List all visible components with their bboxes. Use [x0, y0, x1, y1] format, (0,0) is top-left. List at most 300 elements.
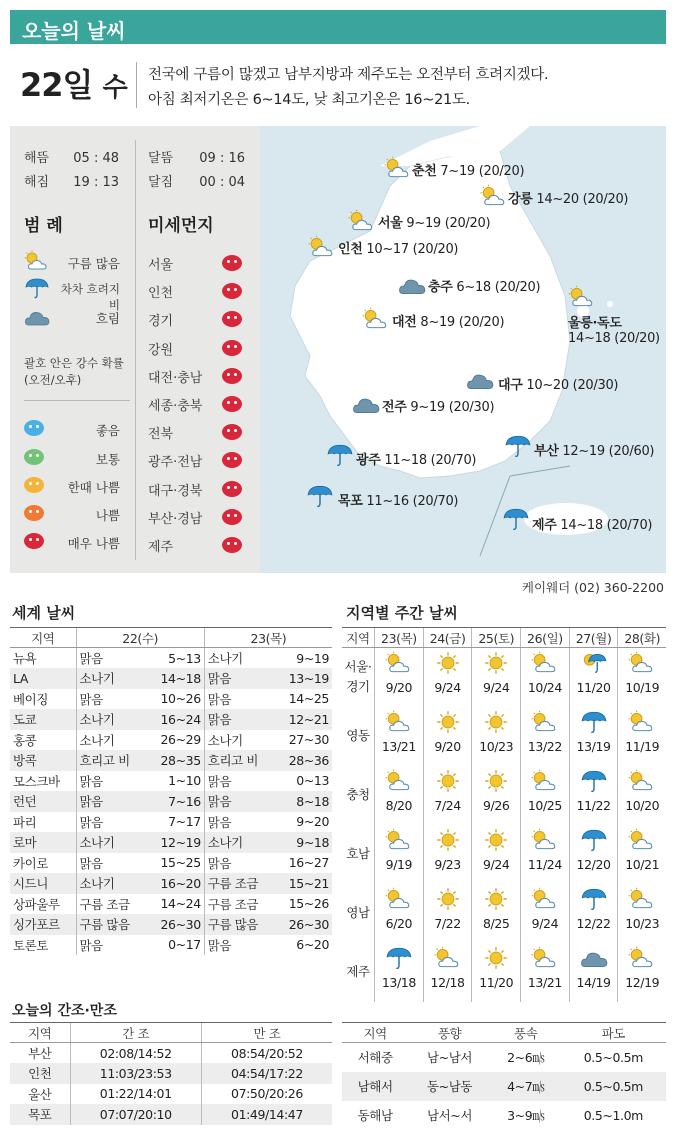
table-cell: 맑음 [204, 853, 274, 874]
table-cell: 28~35 [146, 750, 204, 771]
city-forecast: 14~18 (20/70) [560, 518, 653, 533]
temp-range: 13/21 [527, 974, 562, 990]
umbrella-icon [580, 769, 608, 793]
city-weather-icon [348, 209, 376, 237]
umbrella-icon [502, 507, 530, 531]
temp-range: 9/24 [531, 915, 559, 931]
dust-region-label: 강원 [148, 342, 174, 358]
table-row [342, 766, 666, 825]
forecast-cell [521, 648, 570, 707]
column-header: 만 조 [201, 1023, 332, 1043]
table-row [10, 689, 332, 710]
summary-line: 전국에 구름이 많겠고 남부지방과 제주도는 오전부터 흐려지겠다. [148, 67, 549, 83]
table-cell: 08:54/20:52 [201, 1043, 332, 1064]
table-cell: 방콕 [10, 750, 76, 771]
sun-icon [482, 946, 510, 970]
table-cell: 인천 [10, 1063, 70, 1084]
table-cell: 구름 조금 [76, 894, 146, 915]
table-cell: 맑음 [204, 935, 274, 956]
city-forecast: 6~18 (20/20) [456, 280, 541, 295]
map-city [338, 490, 458, 509]
table-cell: 맑음 [204, 668, 274, 689]
city-weather-icon [362, 307, 390, 335]
table-cell: 동~남동 [408, 1072, 491, 1101]
table-cell: 소나기 [204, 832, 274, 853]
temp-range: 12/20 [576, 856, 611, 872]
table-row [10, 832, 332, 853]
table-cell: 9~18 [275, 832, 332, 853]
table-cell: 울산 [28, 1086, 52, 1102]
dust-region-label: 대전·충남 [148, 370, 203, 386]
city-name: 부산 [534, 444, 559, 459]
table-cell: 26~30 [275, 914, 332, 935]
sunrise-label: 해뜸 [24, 151, 50, 166]
temp-range: 6/20 [385, 915, 413, 931]
table-row [10, 709, 332, 730]
table-row [10, 1104, 332, 1125]
table-cell: 소나기 [76, 709, 146, 730]
dust-grade-face-icon [222, 255, 242, 271]
city-forecast: 10~20 (20/30) [526, 378, 619, 393]
column-header: 27(월) [569, 628, 618, 648]
forecast-cell [521, 825, 570, 884]
dust-grade-label: 매우 나쁨 [67, 536, 120, 551]
table-row [10, 648, 332, 669]
world-weather-table [10, 627, 332, 955]
city-weather-icon [326, 443, 354, 471]
forecast-cell [618, 707, 666, 766]
sun-cloud-icon [531, 710, 559, 734]
forecast-cell [521, 766, 570, 825]
table-cell: 상파울루 [13, 896, 60, 912]
umbrella-icon [580, 828, 608, 852]
table-cell: 7~16 [146, 791, 204, 812]
city-name: 충주 [428, 280, 453, 295]
table-cell: 맑음 [204, 689, 274, 710]
city-forecast: 14~18 (20/20) [568, 331, 660, 346]
table-cell: 흐리고 비 [204, 750, 274, 771]
forecast-cell [472, 943, 521, 1002]
temp-range: 11/19 [625, 738, 660, 754]
legend-divider [24, 400, 130, 401]
temp-range: 10/20 [625, 797, 660, 813]
city-weather-icon [384, 156, 412, 184]
date-divider [136, 62, 137, 108]
temp-range: 10/25 [527, 797, 562, 813]
city-name: 대구 [498, 378, 523, 393]
sun-cloud-icon [628, 887, 656, 911]
city-name: 울릉·독도 [568, 316, 622, 331]
map-city [378, 212, 490, 231]
table-cell: 맑음 [76, 791, 146, 812]
sun-icon [434, 887, 462, 911]
table-cell: 맑음 [76, 771, 146, 792]
dust-grade-label: 나쁨 [95, 508, 120, 523]
column-header: 지역 [10, 1023, 70, 1043]
table-row [10, 668, 332, 689]
table-row [10, 853, 332, 874]
temp-range: 12/19 [625, 974, 660, 990]
table-row [342, 1043, 666, 1072]
forecast-cell [569, 648, 618, 707]
temp-range: 9/20 [385, 680, 413, 695]
map-city [412, 160, 524, 179]
forecast-cell [472, 825, 521, 884]
table-cell: 맑음 [76, 812, 146, 833]
table-cell: 동해남 [357, 1108, 393, 1123]
forecast-cell [375, 648, 424, 707]
city-weather-icon [504, 434, 532, 462]
sea-table [342, 1022, 666, 1130]
umbrella-icon [326, 443, 354, 467]
region-label: 제주 [346, 964, 370, 979]
city-name: 인천 [338, 242, 363, 257]
table-cell: 02:08/14:52 [70, 1043, 201, 1064]
date-day: 22일 [20, 66, 93, 104]
forecast-cell [423, 825, 472, 884]
temp-range: 12/22 [576, 915, 611, 931]
table-cell: 맑음 [76, 648, 146, 669]
table-row [342, 825, 666, 884]
temp-range: 13/21 [381, 738, 416, 754]
table-cell: 베이징 [13, 691, 49, 707]
table-cell: 0.5~0.5m [583, 1049, 643, 1065]
sun-cloud-icon [348, 209, 376, 233]
forecast-cell [569, 707, 618, 766]
sun-cloud-icon [384, 156, 412, 180]
table-cell: 구름 많음 [76, 914, 146, 935]
table-cell: 14~24 [160, 896, 201, 912]
city-weather-icon [398, 273, 426, 301]
table-cell: 07:50/20:26 [201, 1084, 332, 1105]
region-label: 충청 [346, 787, 370, 802]
temp-range: 13/19 [576, 738, 611, 754]
city-forecast: 14~20 (20/20) [536, 192, 629, 207]
cloud-icon [466, 368, 494, 392]
summary-line: 아침 최저기온은 6~14도, 낮 최고기온은 16~21도. [148, 92, 470, 108]
table-cell: 토론토 [13, 937, 49, 953]
city-name: 광주 [356, 453, 381, 468]
table-row [342, 884, 666, 943]
forecast-cell [423, 884, 472, 943]
table-cell: 3~9㎧ [507, 1108, 545, 1123]
table-cell: 남해서 [342, 1072, 408, 1101]
table-cell: 소나기 [76, 832, 146, 853]
sun-cloud-icon [385, 828, 413, 852]
tide-title: 오늘의 간조·만조 [12, 1003, 117, 1019]
moonset-time: 00 : 04 [199, 175, 245, 190]
dust-grade-face-icon [222, 537, 242, 553]
table-cell: 흐리고 비 [76, 750, 146, 771]
moonrise-time: 09 : 16 [199, 151, 245, 166]
map-city [428, 276, 540, 295]
forecast-cell [521, 884, 570, 943]
dust-grade-face-icon [222, 509, 242, 525]
map-city [338, 238, 458, 257]
sun-icon [434, 651, 462, 675]
dust-grade-face-icon [222, 481, 242, 497]
table-cell: 5~13 [168, 650, 201, 666]
dust-region-label: 인천 [148, 286, 174, 302]
table-cell: 소나기 [204, 730, 274, 751]
column-header: 28(화) [618, 628, 666, 648]
dust-region-label: 경기 [148, 314, 174, 330]
table-cell: 맑음 [76, 689, 146, 710]
sun-cloud-icon [531, 769, 559, 793]
temp-range: 10/23 [479, 738, 514, 754]
sun-icon [482, 769, 510, 793]
column-header: 간 조 [70, 1023, 201, 1043]
table-cell: 12~21 [275, 709, 332, 730]
table-cell: 구름 많음 [204, 914, 274, 935]
sun-cloud-icon [385, 887, 413, 911]
table-cell: 01:49/14:47 [201, 1104, 332, 1125]
city-weather-icon [352, 392, 380, 420]
city-forecast: 11~18 (20/70) [384, 453, 477, 468]
city-forecast: 11~16 (20/70) [366, 494, 459, 509]
cloud-icon [24, 306, 50, 328]
column-header: 풍속 [491, 1023, 561, 1043]
city-name: 강릉 [508, 192, 533, 207]
table-cell: 서해중 [357, 1050, 393, 1066]
table-row [10, 1084, 332, 1105]
table-cell: 맑음 [204, 791, 274, 812]
forecast-cell [472, 707, 521, 766]
city-weather-icon [306, 484, 334, 512]
forecast-cell [569, 884, 618, 943]
temp-range: 8/25 [482, 915, 510, 931]
table-cell: 맑음 [76, 853, 146, 874]
dust-grade-face-icon [24, 420, 44, 436]
table-cell: 싱가포르 [10, 914, 76, 935]
city-name: 목포 [338, 494, 363, 509]
column-header: 지역 [342, 1023, 408, 1043]
forecast-cell [375, 707, 424, 766]
sun-cloud-icon [385, 651, 413, 675]
column-header: 26(일) [521, 628, 570, 648]
table-cell: 소나기 [204, 648, 274, 669]
sun-icon [482, 710, 510, 734]
dust-region-label: 제주 [148, 540, 174, 555]
column-header: 지역 [10, 628, 76, 648]
map-city [534, 440, 654, 459]
table-cell: 부산 [28, 1046, 52, 1061]
table-cell: 9~20 [296, 814, 329, 830]
sun-icon [482, 887, 510, 911]
forecast-cell [569, 943, 618, 1002]
column-header: 파도 [561, 1023, 666, 1043]
city-forecast: 9~19 (20/20) [406, 216, 491, 231]
forecast-cell [618, 825, 666, 884]
forecast-cell [521, 943, 570, 1002]
table-cell: 16~24 [146, 709, 204, 730]
sun-cloud-icon [434, 946, 462, 970]
dust-region-label: 서울 [148, 258, 174, 273]
table-cell: 0~13 [296, 773, 329, 789]
umbrella-icon [385, 946, 413, 970]
legend-label: 구름 많음 [67, 256, 120, 271]
dust-grade-face-icon [24, 505, 44, 521]
temp-range: 7/24 [434, 797, 461, 813]
temp-range: 12/18 [430, 974, 465, 990]
table-cell: 0.5~1.0m [583, 1107, 643, 1123]
table-row [10, 935, 332, 956]
legend-label: 차차 흐려지 비 [60, 282, 120, 312]
table-row [10, 750, 332, 771]
sunrise-row [24, 147, 119, 166]
sun-cloud-icon [568, 285, 596, 309]
forecast-cell [472, 648, 521, 707]
sunset-row [24, 171, 119, 190]
table-cell: 8~18 [275, 791, 332, 812]
temp-range: 14/19 [576, 974, 611, 990]
table-row [10, 894, 332, 915]
cloud-icon [580, 946, 608, 970]
forecast-cell [618, 884, 666, 943]
world-weather-title: 세계 날씨 [12, 604, 76, 622]
table-cell: 13~19 [275, 668, 332, 689]
table-cell: 남~남서 [426, 1050, 473, 1066]
city-weather-icon [308, 235, 336, 263]
table-cell: 0~17 [168, 937, 201, 953]
table-cell: 구름 조금 [204, 894, 274, 915]
umbrella-icon [504, 434, 532, 458]
forecast-cell [375, 884, 424, 943]
sun-cloud-icon [308, 235, 336, 259]
sun-cloud-icon [628, 710, 656, 734]
table-row [10, 1063, 332, 1084]
table-cell: 파리 [13, 814, 37, 830]
sun-icon [434, 769, 462, 793]
map-city [532, 514, 652, 533]
forecast-cell [472, 766, 521, 825]
legend-note [24, 355, 124, 389]
sun-cloud-icon [362, 307, 390, 331]
dust-grade-label: 보통 [95, 452, 120, 467]
table-row [342, 707, 666, 766]
umbrella-icon [580, 887, 608, 911]
city-name: 대전 [392, 315, 417, 330]
table-cell: 소나기 [76, 668, 146, 689]
map-city [508, 188, 628, 207]
sun-cloud-icon [531, 946, 559, 970]
table-cell: 11:03/23:53 [70, 1063, 201, 1084]
column-header: 23(목) [375, 628, 424, 648]
forecast-cell [423, 766, 472, 825]
column-header: 풍향 [408, 1023, 491, 1043]
city-name: 춘천 [412, 164, 437, 179]
forecast-cell [569, 825, 618, 884]
map-city [356, 449, 476, 468]
sun-cloud-icon [385, 769, 413, 793]
temp-range: 10/24 [527, 680, 562, 695]
legend-label: 흐림 [95, 311, 120, 326]
table-cell: 맑음 [204, 771, 274, 792]
dust-grade-face-icon [222, 340, 242, 356]
table-cell: 01:22/14:01 [70, 1084, 201, 1105]
moonrise-row [148, 147, 245, 166]
sun-cloud-icon [628, 828, 656, 852]
sun-cloud-icon [385, 710, 413, 734]
column-header: 23(목) [204, 628, 332, 648]
umbrella-icon [580, 710, 608, 734]
temp-range: 10/19 [625, 680, 660, 695]
sun-icon [434, 710, 462, 734]
table-cell: 목포 [10, 1104, 70, 1125]
temp-range: 10/23 [625, 915, 660, 931]
header-bar [10, 10, 666, 44]
region-label: 영동 [346, 728, 370, 743]
weekly-weather-title: 지역별 주간 날씨 [346, 604, 458, 622]
map-city [568, 312, 660, 346]
temp-range: 9/23 [434, 856, 461, 872]
forecast-cell [423, 707, 472, 766]
column-header: 22(수) [76, 628, 204, 648]
temp-range: 9/20 [434, 738, 461, 754]
forecast-cell [618, 943, 666, 1002]
table-row [342, 943, 666, 1002]
temp-range: 7/22 [434, 915, 461, 931]
dust-grade-label: 한때 나쁨 [67, 480, 120, 495]
table-cell: 구름 조금 [204, 873, 274, 894]
table-cell: 맑음 [76, 935, 146, 956]
forecast-cell [569, 766, 618, 825]
table-cell: 15~26 [288, 896, 329, 912]
umbrella-icon [306, 484, 334, 508]
dust-region-label: 부산·경남 [148, 511, 203, 527]
column-header: 24(금) [423, 628, 472, 648]
page-title: 오늘의 날씨 [22, 19, 126, 43]
map-city [498, 374, 618, 393]
dust-grade-label: 좋음 [95, 423, 120, 438]
temp-range: 9/24 [482, 856, 510, 872]
dust-title: 미세먼지 [148, 216, 214, 236]
dust-grade-face-icon [24, 533, 44, 549]
table-cell: 도쿄 [10, 709, 76, 730]
sun-cloud-icon [628, 651, 656, 675]
sunset-time: 19 : 13 [73, 175, 119, 190]
table-cell: 맑음 [204, 709, 274, 730]
dust-grade-face-icon [24, 477, 44, 493]
table-cell: 14~25 [288, 691, 329, 707]
forecast-cell [423, 943, 472, 1002]
table-cell: 카이로 [13, 855, 49, 871]
temp-range: 11/20 [576, 680, 611, 695]
sun-cloud-icon [531, 828, 559, 852]
table-cell: LA [10, 668, 76, 689]
table-cell: 소나기 [76, 873, 146, 894]
temp-range: 11/22 [576, 797, 611, 813]
sun-cloud-icon [628, 946, 656, 970]
dust-grade-face-icon [222, 396, 242, 412]
table-cell: 15~25 [160, 855, 201, 871]
table-cell: 남서~서 [426, 1108, 473, 1123]
forecast-cell [618, 766, 666, 825]
storm-icon [580, 651, 608, 675]
table-cell: 07:07/20:10 [70, 1104, 201, 1125]
table-cell: 2~6㎧ [507, 1050, 545, 1066]
sunrise-time: 05 : 48 [73, 151, 119, 166]
sun-icon [482, 828, 510, 852]
temp-range: 11/20 [479, 974, 514, 990]
table-row [10, 812, 332, 833]
table-cell: 27~30 [288, 732, 329, 748]
forecast-cell [521, 707, 570, 766]
date-heading [20, 60, 127, 106]
panel-divider [135, 140, 136, 560]
table-row [10, 1043, 332, 1064]
temp-range: 10/21 [625, 856, 660, 872]
